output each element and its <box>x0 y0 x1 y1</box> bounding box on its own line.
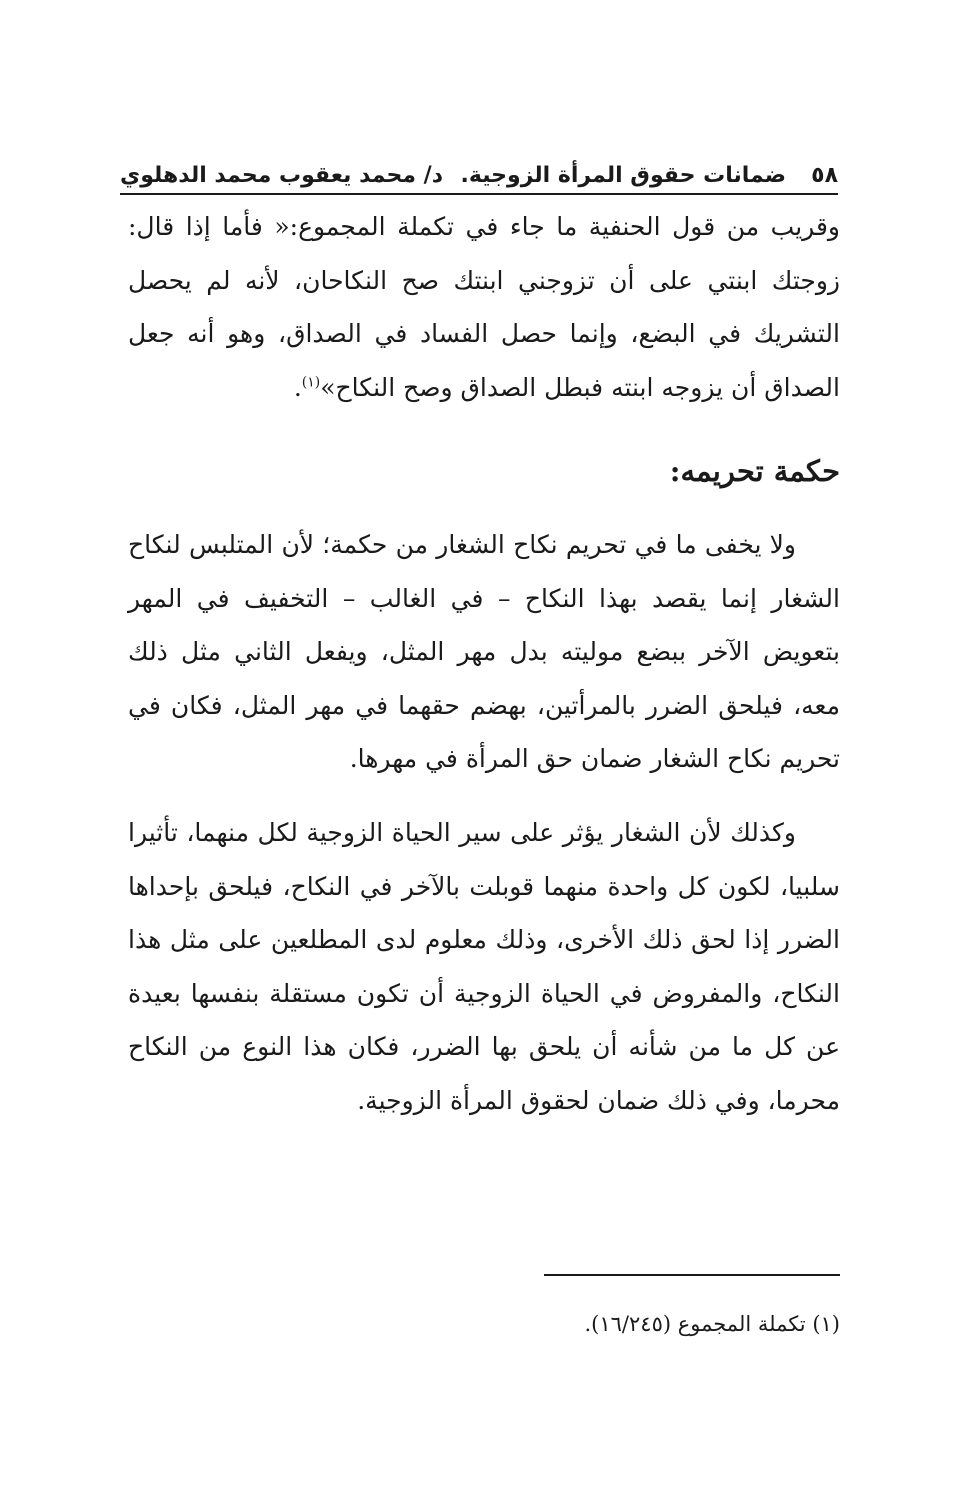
section-heading: حكمة تحريمه: <box>669 454 840 488</box>
paragraph-quote-text: وقريب من قول الحنفية ما جاء في تكملة المجموع:« فأما إذا قال: زوجتك ابنتي على أن تزوجني ابنتك صح النكاحان، لأنه لم يحصل التشريك في البضع، وإنما حصل الفساد في الصداق، وهو أنه جعل الصداق أن يزوجه ابنته فبطل الصداق وصح النكاح» <box>128 212 840 402</box>
header-rule <box>120 193 838 195</box>
paragraph-end-mark: . <box>293 372 302 402</box>
book-title: ضمانات حقوق المرأة الزوجية. <box>460 163 786 188</box>
running-header <box>120 156 838 196</box>
footnote-rule <box>544 1274 840 1276</box>
footnote: (١) تكملة المجموع (١٦/٢٤٥). <box>584 1312 840 1336</box>
author-name: د/ محمد يعقوب محمد الدهلوي <box>120 163 443 188</box>
footnote-reference: (١) <box>301 374 321 391</box>
paragraph-quote <box>128 200 840 414</box>
paragraph-wisdom: ولا يخفى ما في تحريم نكاح الشغار من حكمة؛ لأن المتلبس لنكاح الشغار إنما يقصد بهذا النكاح – في الغالب – التخفيف في المهر بتعويض الآخر ببضع موليته بدل مهر المثل، ويفعل الثاني مثل ذلك معه، فيلحق الضرر بالمرأتين، بهضم حقهما في مهر المثل، فكان في تحريم نكاح الشغار ضمان حق المرأة في مهرها. <box>128 530 840 773</box>
page-number: ٥٨ <box>811 163 838 188</box>
paragraph-effects: وكذلك لأن الشغار يؤثر على سير الحياة الزوجية لكل منهما، تأثيرا سلبيا، لكون كل واحدة منهما قوبلت بالآخر في النكاح، فيلحق بإحداها الضرر إذا لحق ذلك الأخرى، وذلك معلوم لدى المطلعين على مثل هذا النكاح، والمفروض في الحياة الزوجية أن تكون مستقلة بنفسها بعيدة عن كل ما من شأنه أن يلحق بها الضرر، فكان هذا النوع من النكاح محرما، وفي ذلك ضمان لحقوق المرأة الزوجية. <box>128 818 840 1115</box>
